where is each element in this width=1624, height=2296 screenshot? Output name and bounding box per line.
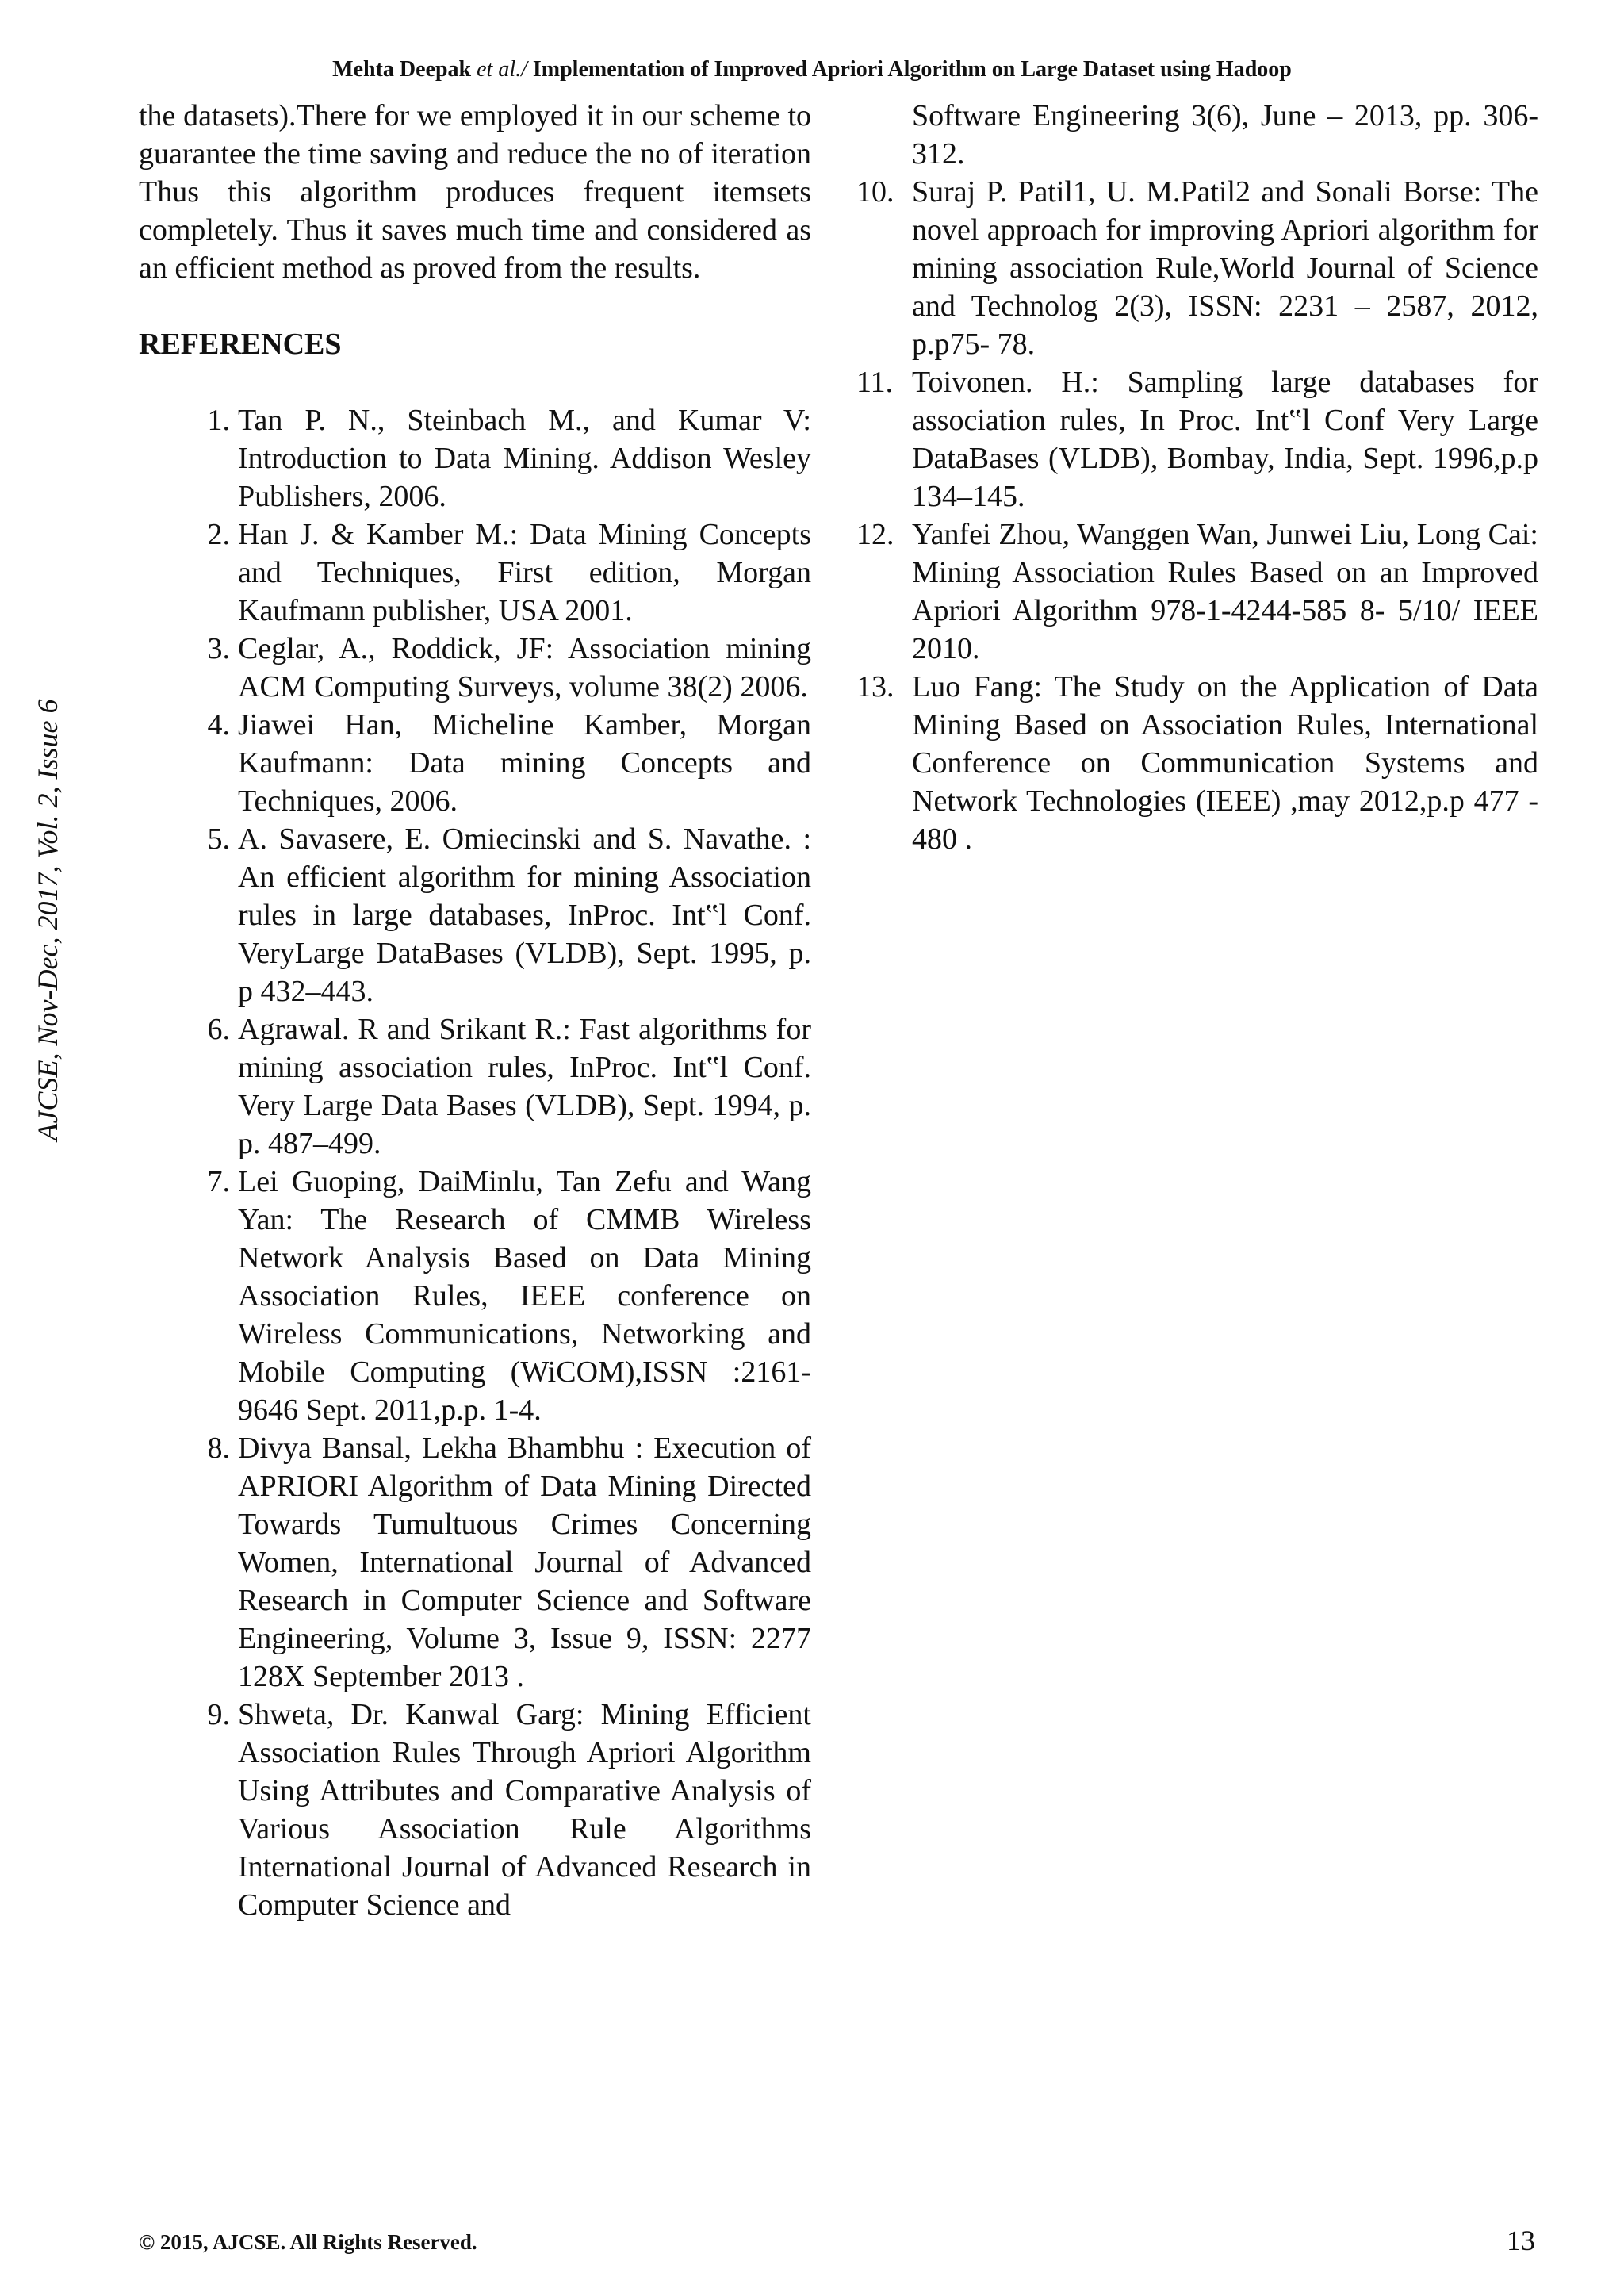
reference-number: 1. [207,404,230,437]
reference-item [856,668,1538,858]
reference-item [139,1010,811,1163]
reference-item [856,363,1538,516]
reference-number: 5. [207,822,230,856]
reference-text: Divya Bansal, Lekha Bhambhu : Execution of APRIORI Algorithm of Data Mining Directed Towards Tumultuous Crimes Concerning Women, International Journal of Advanced Research in Computer Science and Software Engineering, Volume 3, Issue 9, ISSN: 2277 128X September 2013 . [238,1432,811,1693]
left-column [139,97,811,1924]
reference-number: 13. [856,670,894,703]
reference-text: Ceglar, A., Roddick, JF: Association mining ACM Computing Surveys, volume 38(2) 2006. [238,632,811,703]
references-heading: REFERENCES [139,328,342,361]
reference-text: Han J. & Kamber M.: Data Mining Concepts and Techniques, First edition, Morgan Kaufmann publisher, USA 2001. [238,518,811,627]
running-header [0,57,1624,82]
reference-text: Shweta, Dr. Kanwal Garg: Mining Efficient Association Rules Through Apriori Algorithm Using Attributes and Comparative Analysis of Various Association Rule Algorithms International Journal of Advanced Research in Computer Science and [238,1698,811,1922]
reference-number: 11. [856,366,894,399]
reference-text: Jiawei Han, Micheline Kamber, Morgan Kaufmann: Data mining Concepts and Techniques, 2006. [238,708,811,818]
reference-item [139,401,811,516]
reference-item [139,516,811,630]
reference-number: 6. [207,1013,230,1046]
reference-number: 10. [856,175,894,209]
reference-item [139,706,811,820]
reference-number: 2. [207,518,230,551]
side-journal-label: AJCSE, Nov-Dec, 2017, Vol. 2, Issue 6 [32,699,63,1141]
reference-number: 9. [207,1698,230,1731]
footer-copyright: © 2015, AJCSE. All Rights Reserved. [139,2230,477,2254]
reference-continuation: Software Engineering 3(6), June – 2013, pp. 306-312. [912,99,1538,171]
right-column [856,97,1538,858]
reference-text: Tan P. N., Steinbach M., and Kumar V: Introduction to Data Mining. Addison Wesley Publishers, 2006. [238,404,811,513]
reference-item [139,1696,811,1924]
reference-text: Suraj P. Patil1, U. M.Patil2 and Sonali Borse: The novel approach for improving Apriori algorithm for mining association Rule,World Journal of Science and Technolog 2(3), ISSN: 2231 – 2587, 2012, p.p75- 78. [912,175,1538,361]
reference-item [856,173,1538,363]
reference-text: Yanfei Zhou, Wanggen Wan, Junwei Liu, Long Cai: Mining Association Rules Based on an Improved Apriori Algorithm 978-1-4244-585 8- 5/10/ IEEE 2010. [912,518,1538,665]
header-title: Implementation of Improved Apriori Algorithm on Large Dataset using Hadoop [532,57,1292,82]
reference-number: 8. [207,1432,230,1465]
reference-number: 7. [207,1165,230,1198]
reference-item [139,820,811,1010]
reference-text: Toivonen. H.: Sampling large databases for association rules, In Proc. Int‟l Conf Very Large DataBases (VLDB), Bombay, India, Sept. 1996,p.p 134–145. [912,366,1538,513]
reference-number: 3. [207,632,230,665]
reference-text: Agrawal. R and Srikant R.: Fast algorithms for mining association rules, InProc. Int‟l Conf. Very Large Data Bases (VLDB), Sept. 1994, p. p. 487–499. [238,1013,811,1160]
reference-item [139,1429,811,1696]
page-number: 13 [1507,2225,1535,2256]
reference-text: Luo Fang: The Study on the Application of Data Mining Based on Association Rules, International Conference on Communication Systems and Network Technologies (IEEE) ,may 2012,p.p 477 - 480 . [912,670,1538,856]
body-paragraph: the datasets).There for we employed it in our scheme to guarantee the time saving and reduce the no of iteration Thus this algorithm produces frequent itemsets completely. Thus it saves much time and considered as an efficient method as proved from the results. [139,99,811,285]
reference-item [139,1163,811,1429]
reference-number: 4. [207,708,230,742]
reference-item [139,630,811,706]
header-author: Mehta Deepak [332,57,472,82]
reference-item [856,516,1538,668]
reference-text: A. Savasere, E. Omiecinski and S. Navathe. : An efficient algorithm for mining Association rules in large databases, InProc. Int‟l Conf. VeryLarge DataBases (VLDB), Sept. 1995, p. p 432–443. [238,822,811,1008]
reference-text: Lei Guoping, DaiMinlu, Tan Zefu and Wang Yan: The Research of CMMB Wireless Network Analysis Based on Data Mining Association Rules, IEEE conference on Wireless Communications, Networking and Mobile Computing (WiCOM),ISSN :2161- 9646 Sept. 2011,p.p. 1-4. [238,1165,811,1427]
header-etal: et al./ [477,57,527,82]
reference-number: 12. [856,518,894,551]
